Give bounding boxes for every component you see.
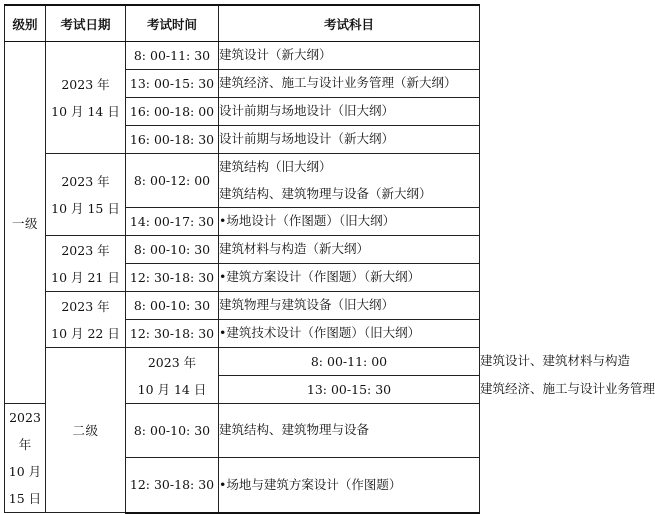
subject-cell: 设计前期与场地设计（旧大纲） (219, 98, 480, 126)
subject-cell: •建筑技术设计（作图题）（旧大纲） (219, 320, 480, 348)
time-cell: 12: 30-18: 30 (126, 320, 219, 348)
date-year: 2023 年 (61, 298, 110, 314)
date-cell (46, 42, 126, 154)
time-cell: 8: 00-10: 30 (126, 404, 219, 458)
table-row: 13: 00-15: 30 建筑经济、施工与设计业务管理 (5, 376, 480, 404)
header-level: 级别 (5, 5, 46, 42)
date-year: 2023 年 (61, 242, 110, 258)
table-row (5, 154, 480, 208)
time-cell: 12: 30-18: 30 (126, 458, 219, 513)
date-cell (126, 348, 219, 404)
date-day: 10 月 21 日 (51, 269, 120, 285)
subject-cell: 建筑结构、建筑物理与设备 (219, 404, 480, 458)
time-cell: 13: 00-15: 30 (219, 376, 480, 404)
level-1-cell: 一级 (5, 42, 46, 404)
date-year: 2023 年 (61, 76, 110, 92)
subject-cell: 建筑物理与建筑设备（旧大纲） (219, 292, 480, 320)
time-cell: 8: 00-10: 30 (126, 236, 219, 264)
header-date: 考试日期 (46, 5, 126, 42)
date-cell (46, 154, 126, 236)
header-subject: 考试科目 (219, 5, 480, 42)
table-row (5, 236, 480, 264)
exam-schedule-table (4, 4, 655, 514)
date-day: 10 月 22 日 (51, 325, 120, 341)
time-cell: 12: 30-18: 30 (126, 264, 219, 292)
time-cell: 8: 00-12: 00 (126, 154, 219, 208)
time-cell: 8: 00-10: 30 (126, 292, 219, 320)
subject-cell: •建筑方案设计（作图题）（新大纲） (219, 264, 480, 292)
date-day: 10 月 15 日 (51, 200, 120, 216)
subject-cell: 建筑结构（旧大纲） 建筑结构、建筑物理与设备（新大纲） (219, 154, 480, 208)
date-day: 10 月 15 日 (8, 464, 42, 506)
date-day: 10 月 14 日 (137, 381, 207, 397)
time-cell: 8: 00-11: 30 (126, 42, 219, 70)
date-cell (46, 292, 126, 348)
header-time: 考试时间 (126, 5, 219, 42)
subject-cell: 建筑材料与构造（新大纲） (219, 236, 480, 264)
subject-cell: 建筑设计（新大纲） (219, 42, 480, 70)
time-cell: 14: 00-17: 30 (126, 208, 219, 236)
time-cell: 16: 00-18: 00 (126, 98, 219, 126)
date-cell (5, 404, 46, 513)
subject-cell: •场地设计（作图题）（旧大纲） (219, 208, 480, 236)
table-row (5, 42, 480, 70)
date-year: 2023 年 (147, 354, 197, 370)
subject-cell: 设计前期与场地设计（新大纲） (219, 126, 480, 154)
time-cell: 13: 00-15: 30 (126, 70, 219, 98)
table-row (5, 292, 480, 320)
table-row: 二级 2023 年 10 月 14 日 8: 00-11: 00 建筑设计、建筑材料与构造 (5, 348, 480, 376)
time-cell: 8: 00-11: 00 (219, 348, 480, 376)
time-cell: 16: 00-18: 30 (126, 126, 219, 154)
date-year: 2023 年 (61, 173, 110, 189)
date-day: 10 月 14 日 (51, 103, 120, 119)
subject-cell: 建筑经济、施工与设计业务管理（新大纲） (219, 70, 480, 98)
date-year: 2023 年 (9, 410, 41, 452)
date-cell (46, 236, 126, 292)
subject-cell: •场地与建筑方案设计（作图题） (219, 458, 480, 513)
level-2-cell: 二级 (46, 348, 126, 513)
header-row (5, 5, 480, 42)
